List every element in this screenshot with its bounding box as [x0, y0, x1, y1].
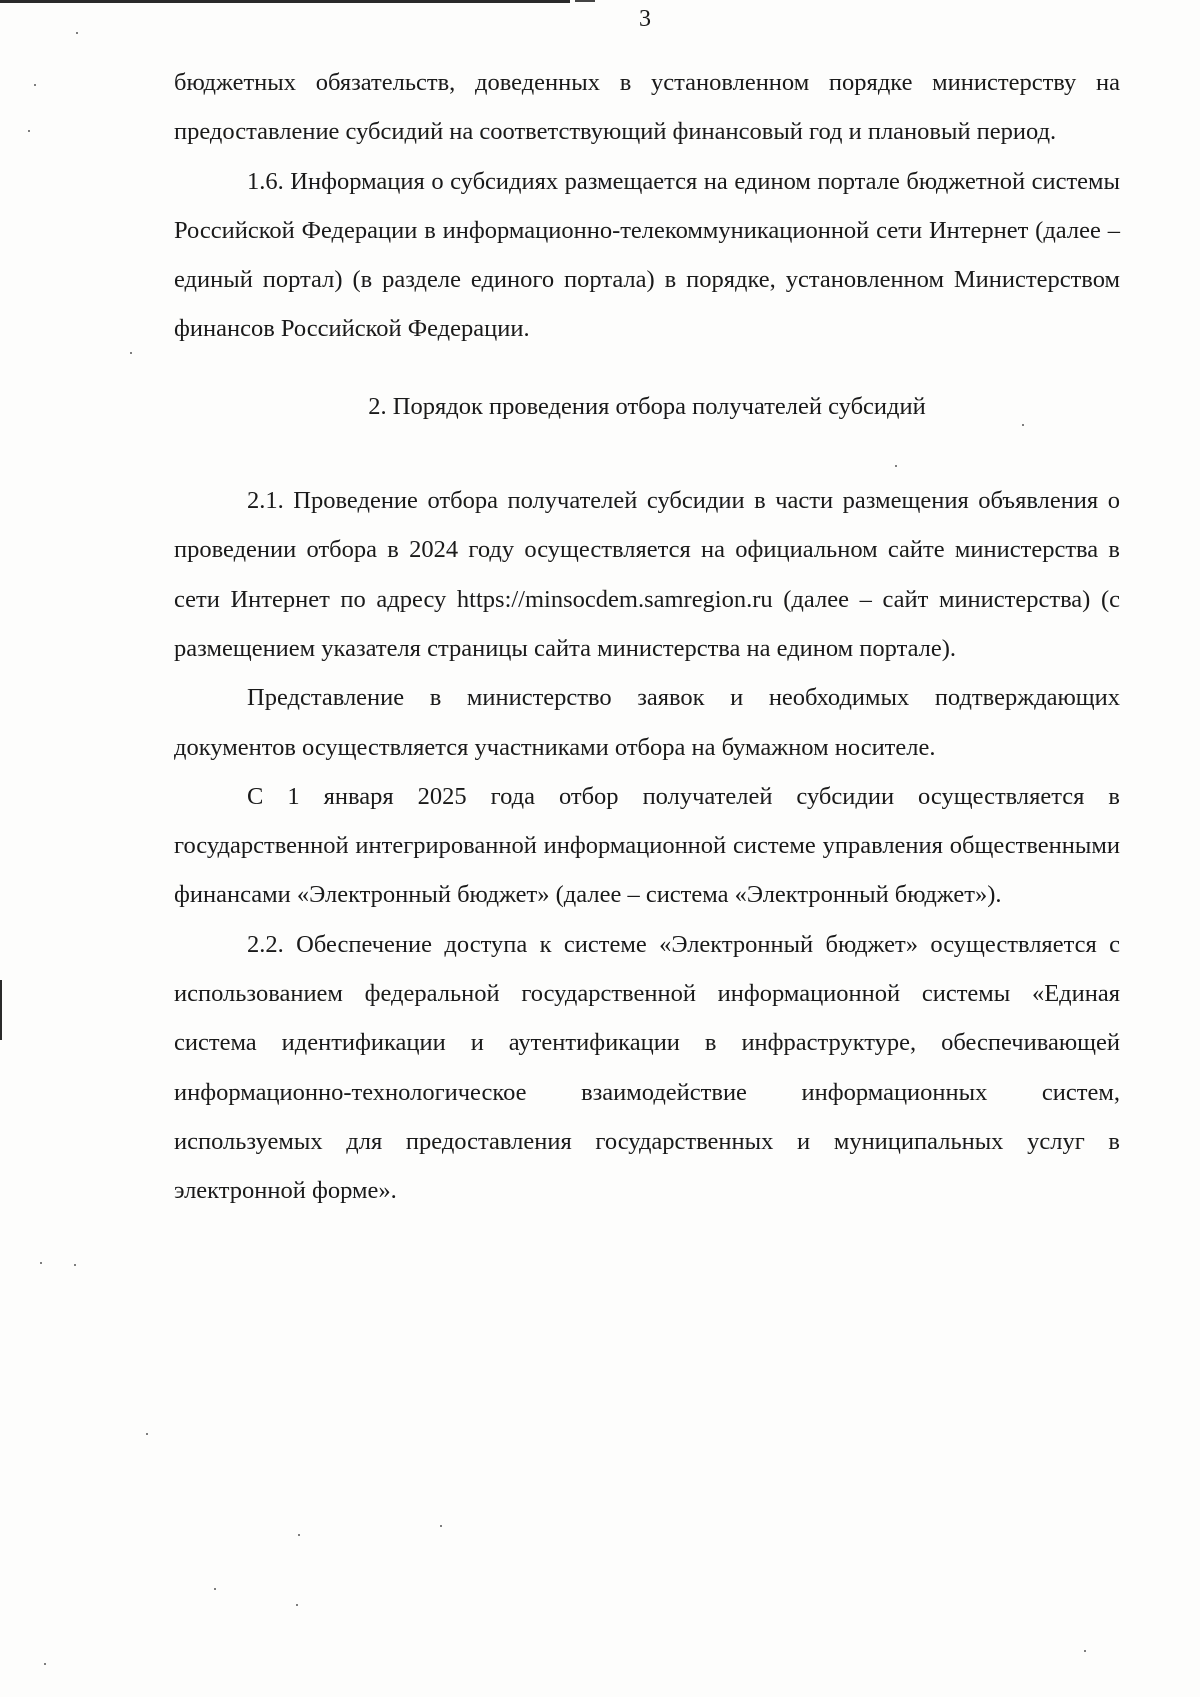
scan-speck [298, 1534, 300, 1536]
scan-speck [74, 1264, 76, 1266]
scan-speck [895, 465, 897, 467]
scan-speck [146, 1433, 148, 1435]
scan-edge-mark [0, 980, 2, 1040]
scan-edge-line [0, 0, 570, 3]
paragraph-budget-obligations: бюджетных обязательств, доведенных в установленном порядке министерству на предоставление субсидий на соответствующий финансовый год и плановый период. [174, 69, 1120, 146]
paragraph-from-2025: С 1 января 2025 года отбор получателей субсидии осуществляется в государственной интегрированной информационной системе управления общественными финансами «Электронный бюджет» (далее – система «Электронный бюджет»). [174, 782, 1120, 909]
scan-speck [28, 130, 30, 132]
scan-speck [1022, 424, 1024, 426]
document-body [174, 58, 1120, 1216]
section-2-heading: 2. Порядок проведения отбора получателей субсидий [368, 392, 926, 420]
paragraph-2-1: 2.1. Проведение отбора получателей субсидии в части размещения объявления о проведении отбора в 2024 году осуществляется на официальном сайте министерства в сети Интернет по адресу https://minsocdem.samregion.ru (далее – сайт министерства) (с размещением указателя страницы сайта министерства на едином портале). [174, 487, 1120, 662]
scan-speck [34, 84, 36, 86]
scan-speck [40, 1262, 42, 1264]
scan-speck [1084, 1650, 1086, 1652]
scan-speck [44, 1663, 46, 1665]
page-number: 3 [639, 6, 651, 32]
scan-speck [296, 1604, 298, 1606]
scan-speck [130, 352, 132, 354]
scan-edge-mark [575, 0, 595, 2]
scan-speck [76, 32, 78, 34]
paragraph-1-6: 1.6. Информация о субсидиях размещается на едином портале бюджетной системы Российской Федерации в информационно-телекоммуникационной сети Интернет (далее – единый портал) (в разделе единого портала) в порядке, установленном Министерством финансов Российской Федерации. [174, 167, 1120, 343]
paragraph-2-2: 2.2. Обеспечение доступа к системе «Электронный бюджет» осуществляется с использованием федеральной государственной информационной системы «Единая система идентификации и аутентификации в инфраструктуре, обеспечивающей информационно-технологическое взаимодействие информационных систем, используемых для предоставления государственных и муниципальных услуг в электронной форме». [174, 930, 1120, 1205]
paragraph-submission: Представление в министерство заявок и необходимых подтверждающих документов осуществляется участниками отбора на бумажном носителе. [174, 684, 1120, 761]
scan-speck [214, 1588, 216, 1590]
scan-speck [440, 1525, 442, 1527]
